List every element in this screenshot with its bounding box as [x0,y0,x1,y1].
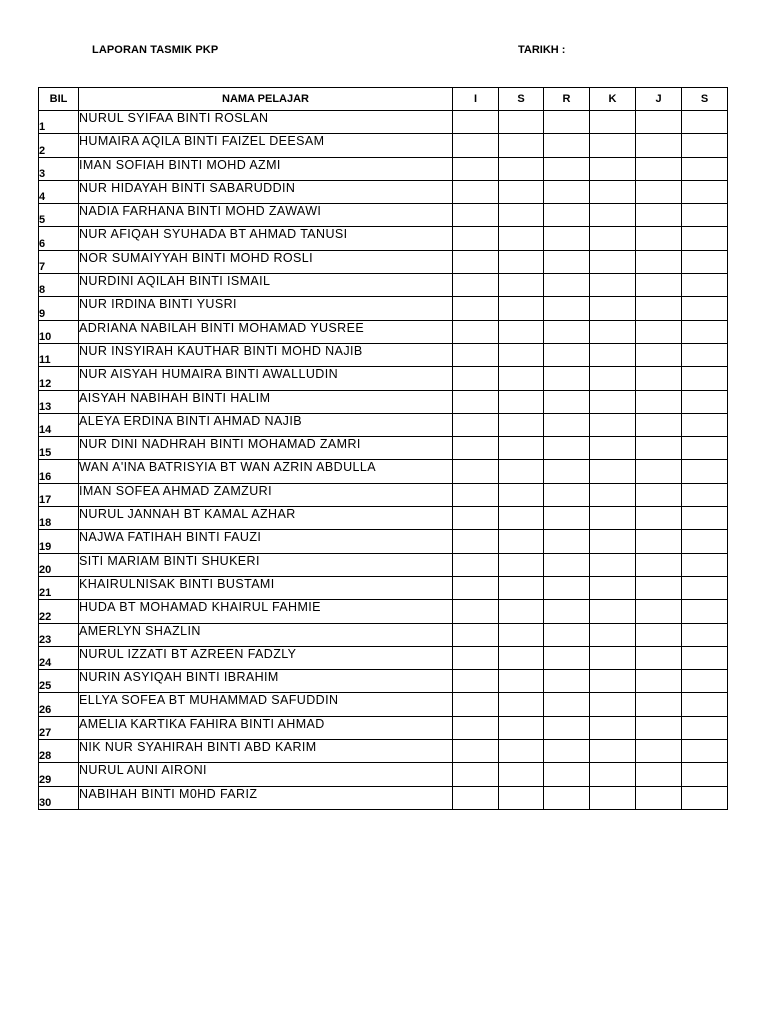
mark-cell-s-2 [682,530,728,553]
mark-cell-s [499,274,544,297]
mark-cell-r [544,786,590,809]
student-name: NUR HIDAYAH BINTI SABARUDDIN [79,180,453,203]
mark-cell-j [636,320,682,343]
mark-cell-i [453,530,499,553]
row-number: 24 [39,646,79,669]
row-number: 14 [39,413,79,436]
mark-cell-r [544,530,590,553]
mark-cell-r [544,740,590,763]
table-header-row [39,88,728,111]
mark-cell-i [453,670,499,693]
student-roster-table [38,87,728,810]
student-name: AMERLYN SHAZLIN [79,623,453,646]
mark-cell-i [453,786,499,809]
table-row [39,693,728,716]
mark-cell-r [544,623,590,646]
mark-cell-k [590,530,636,553]
mark-cell-i [453,693,499,716]
mark-cell-s [499,297,544,320]
mark-cell-s-2 [682,297,728,320]
mark-cell-r [544,763,590,786]
mark-cell-r [544,646,590,669]
table-row [39,320,728,343]
row-number: 19 [39,530,79,553]
student-name: ADRIANA NABILAH BINTI MOHAMAD YUSREE [79,320,453,343]
mark-cell-k [590,413,636,436]
mark-cell-i [453,413,499,436]
mark-cell-k [590,693,636,716]
mark-cell-r [544,367,590,390]
student-name: WAN A'INA BATRISYIA BT WAN AZRIN ABDULLA [79,460,453,483]
mark-cell-s [499,576,544,599]
mark-cell-i [453,250,499,273]
mark-cell-k [590,134,636,157]
mark-cell-s-2 [682,343,728,366]
mark-cell-s [499,623,544,646]
student-name: NABIHAH BINTI M0HD FARIZ [79,786,453,809]
mark-cell-j [636,111,682,134]
mark-cell-s [499,157,544,180]
mark-cell-s-2 [682,460,728,483]
student-name: NURIN ASYIQAH BINTI IBRAHIM [79,670,453,693]
mark-cell-s [499,530,544,553]
mark-cell-r [544,483,590,506]
table-row [39,786,728,809]
student-name: IMAN SOFEA AHMAD ZAMZURI [79,483,453,506]
mark-cell-s [499,343,544,366]
row-number: 21 [39,576,79,599]
student-name: NIK NUR SYAHIRAH BINTI ABD KARIM [79,740,453,763]
mark-cell-s-2 [682,576,728,599]
mark-cell-s-2 [682,250,728,273]
mark-cell-r [544,227,590,250]
mark-cell-r [544,413,590,436]
mark-cell-k [590,437,636,460]
row-number: 25 [39,670,79,693]
student-name: NUR AISYAH HUMAIRA BINTI AWALLUDIN [79,367,453,390]
mark-cell-i [453,460,499,483]
mark-cell-j [636,576,682,599]
mark-cell-s [499,646,544,669]
mark-cell-s [499,763,544,786]
mark-cell-j [636,507,682,530]
mark-cell-i [453,553,499,576]
mark-cell-s-2 [682,227,728,250]
mark-cell-j [636,204,682,227]
mark-cell-i [453,367,499,390]
mark-cell-r [544,576,590,599]
mark-cell-s-2 [682,157,728,180]
student-name: NUR IRDINA BINTI YUSRI [79,297,453,320]
mark-cell-s-2 [682,483,728,506]
column-header-nama-pelajar: NAMA PELAJAR [79,88,453,111]
table-row [39,250,728,273]
mark-cell-i [453,343,499,366]
mark-cell-s [499,437,544,460]
column-header-k: K [590,88,636,111]
mark-cell-s-2 [682,553,728,576]
table-row [39,111,728,134]
mark-cell-i [453,204,499,227]
mark-cell-j [636,693,682,716]
table-row [39,576,728,599]
row-number: 12 [39,367,79,390]
mark-cell-i [453,227,499,250]
mark-cell-s [499,204,544,227]
mark-cell-s-2 [682,111,728,134]
mark-cell-j [636,623,682,646]
row-number: 4 [39,180,79,203]
mark-cell-k [590,343,636,366]
mark-cell-s [499,320,544,343]
mark-cell-s [499,111,544,134]
row-number: 3 [39,157,79,180]
mark-cell-r [544,553,590,576]
table-row [39,413,728,436]
mark-cell-s [499,390,544,413]
mark-cell-j [636,157,682,180]
student-name: ELLYA SOFEA BT MUHAMMAD SAFUDDIN [79,693,453,716]
student-name: NUR AFIQAH SYUHADA BT AHMAD TANUSI [79,227,453,250]
mark-cell-k [590,390,636,413]
row-number: 30 [39,786,79,809]
mark-cell-j [636,786,682,809]
student-name: ALEYA ERDINA BINTI AHMAD NAJIB [79,413,453,436]
mark-cell-i [453,483,499,506]
student-name: AISYAH NABIHAH BINTI HALIM [79,390,453,413]
mark-cell-s [499,483,544,506]
table-row [39,390,728,413]
student-name: NURUL IZZATI BT AZREEN FADZLY [79,646,453,669]
row-number: 22 [39,600,79,623]
mark-cell-k [590,180,636,203]
mark-cell-j [636,250,682,273]
mark-cell-i [453,390,499,413]
mark-cell-s [499,670,544,693]
mark-cell-r [544,274,590,297]
mark-cell-k [590,716,636,739]
row-number: 29 [39,763,79,786]
table-row [39,763,728,786]
table-row [39,180,728,203]
mark-cell-i [453,180,499,203]
mark-cell-r [544,204,590,227]
mark-cell-r [544,320,590,343]
report-title: LAPORAN TASMIK PKP [92,44,219,56]
table-row [39,367,728,390]
mark-cell-j [636,437,682,460]
row-number: 5 [39,204,79,227]
mark-cell-i [453,274,499,297]
date-label: TARIKH : [518,44,566,56]
row-number: 18 [39,507,79,530]
mark-cell-r [544,460,590,483]
table-row [39,553,728,576]
mark-cell-j [636,483,682,506]
mark-cell-s [499,600,544,623]
mark-cell-s [499,786,544,809]
mark-cell-k [590,600,636,623]
mark-cell-s-2 [682,204,728,227]
table-row [39,740,728,763]
mark-cell-s [499,716,544,739]
table-row [39,716,728,739]
mark-cell-r [544,134,590,157]
row-number: 1 [39,111,79,134]
mark-cell-j [636,763,682,786]
row-number: 7 [39,250,79,273]
mark-cell-k [590,763,636,786]
table-row [39,274,728,297]
mark-cell-i [453,297,499,320]
table-row [39,670,728,693]
mark-cell-j [636,343,682,366]
mark-cell-s [499,413,544,436]
mark-cell-s-2 [682,600,728,623]
mark-cell-k [590,670,636,693]
mark-cell-i [453,600,499,623]
mark-cell-s [499,740,544,763]
student-name: SITI MARIAM BINTI SHUKERI [79,553,453,576]
table-row [39,204,728,227]
mark-cell-s-2 [682,320,728,343]
mark-cell-i [453,507,499,530]
mark-cell-k [590,786,636,809]
mark-cell-r [544,693,590,716]
mark-cell-s [499,553,544,576]
table-row [39,227,728,250]
table-row [39,623,728,646]
mark-cell-k [590,367,636,390]
column-header-bil: BIL [39,88,79,111]
row-number: 2 [39,134,79,157]
mark-cell-s [499,693,544,716]
mark-cell-i [453,320,499,343]
table-row [39,600,728,623]
mark-cell-j [636,367,682,390]
mark-cell-s-2 [682,180,728,203]
table-row [39,437,728,460]
mark-cell-j [636,180,682,203]
mark-cell-k [590,274,636,297]
mark-cell-k [590,576,636,599]
mark-cell-r [544,157,590,180]
table-row [39,297,728,320]
mark-cell-s-2 [682,786,728,809]
row-number: 13 [39,390,79,413]
row-number: 16 [39,460,79,483]
student-name: NURDINI AQILAH BINTI ISMAIL [79,274,453,297]
student-name: AMELIA KARTIKA FAHIRA BINTI AHMAD [79,716,453,739]
mark-cell-r [544,390,590,413]
mark-cell-k [590,204,636,227]
student-name: IMAN SOFIAH BINTI MOHD AZMI [79,157,453,180]
column-header-s: S [499,88,544,111]
mark-cell-i [453,740,499,763]
mark-cell-j [636,716,682,739]
mark-cell-s-2 [682,763,728,786]
mark-cell-r [544,716,590,739]
column-header-s-2: S [682,88,728,111]
mark-cell-k [590,297,636,320]
mark-cell-j [636,670,682,693]
mark-cell-i [453,134,499,157]
mark-cell-s-2 [682,716,728,739]
row-number: 10 [39,320,79,343]
mark-cell-s [499,250,544,273]
mark-cell-j [636,460,682,483]
student-name: NURUL AUNI AIRONI [79,763,453,786]
mark-cell-i [453,576,499,599]
row-number: 11 [39,343,79,366]
mark-cell-r [544,670,590,693]
mark-cell-j [636,530,682,553]
mark-cell-s [499,227,544,250]
mark-cell-j [636,646,682,669]
row-number: 8 [39,274,79,297]
mark-cell-k [590,553,636,576]
mark-cell-s-2 [682,646,728,669]
student-name: NUR DINI NADHRAH BINTI MOHAMAD ZAMRI [79,437,453,460]
row-number: 6 [39,227,79,250]
mark-cell-r [544,180,590,203]
mark-cell-k [590,111,636,134]
mark-cell-k [590,507,636,530]
student-name: HUDA BT MOHAMAD KHAIRUL FAHMIE [79,600,453,623]
table-row [39,460,728,483]
mark-cell-k [590,646,636,669]
mark-cell-i [453,111,499,134]
mark-cell-j [636,600,682,623]
mark-cell-r [544,507,590,530]
mark-cell-k [590,250,636,273]
mark-cell-i [453,646,499,669]
table-row [39,157,728,180]
mark-cell-s-2 [682,274,728,297]
mark-cell-s-2 [682,367,728,390]
mark-cell-s-2 [682,413,728,436]
row-number: 17 [39,483,79,506]
mark-cell-r [544,250,590,273]
student-name: NUR INSYIRAH KAUTHAR BINTI MOHD NAJIB [79,343,453,366]
row-number: 20 [39,553,79,576]
mark-cell-r [544,297,590,320]
student-name: NAJWA FATIHAH BINTI FAUZI [79,530,453,553]
row-number: 15 [39,437,79,460]
mark-cell-k [590,623,636,646]
row-number: 27 [39,716,79,739]
table-row [39,646,728,669]
table-row [39,507,728,530]
mark-cell-j [636,274,682,297]
table-row [39,530,728,553]
mark-cell-s [499,507,544,530]
column-header-r: R [544,88,590,111]
mark-cell-k [590,483,636,506]
mark-cell-k [590,460,636,483]
mark-cell-j [636,390,682,413]
mark-cell-s [499,180,544,203]
table-row [39,483,728,506]
row-number: 28 [39,740,79,763]
mark-cell-r [544,111,590,134]
student-name: KHAIRULNISAK BINTI BUSTAMI [79,576,453,599]
mark-cell-s-2 [682,134,728,157]
mark-cell-i [453,763,499,786]
mark-cell-s-2 [682,670,728,693]
mark-cell-r [544,600,590,623]
mark-cell-k [590,320,636,343]
mark-cell-s-2 [682,693,728,716]
mark-cell-j [636,413,682,436]
student-name: NURUL JANNAH BT KAMAL AZHAR [79,507,453,530]
mark-cell-i [453,716,499,739]
table-row [39,134,728,157]
mark-cell-k [590,157,636,180]
student-name: NOR SUMAIYYAH BINTI MOHD ROSLI [79,250,453,273]
mark-cell-s-2 [682,437,728,460]
mark-cell-s-2 [682,623,728,646]
row-number: 26 [39,693,79,716]
mark-cell-j [636,553,682,576]
mark-cell-r [544,343,590,366]
mark-cell-s-2 [682,740,728,763]
mark-cell-k [590,740,636,763]
mark-cell-j [636,297,682,320]
mark-cell-j [636,227,682,250]
mark-cell-r [544,437,590,460]
table-body [39,111,728,810]
mark-cell-s-2 [682,507,728,530]
row-number: 23 [39,623,79,646]
mark-cell-j [636,134,682,157]
column-header-i: I [453,88,499,111]
table-row [39,343,728,366]
mark-cell-j [636,740,682,763]
mark-cell-s-2 [682,390,728,413]
mark-cell-s [499,460,544,483]
student-name: HUMAIRA AQILA BINTI FAIZEL DEESAM [79,134,453,157]
row-number: 9 [39,297,79,320]
mark-cell-i [453,157,499,180]
column-header-j: J [636,88,682,111]
mark-cell-s [499,367,544,390]
mark-cell-i [453,437,499,460]
mark-cell-i [453,623,499,646]
mark-cell-k [590,227,636,250]
student-name: NADIA FARHANA BINTI MOHD ZAWAWI [79,204,453,227]
mark-cell-s [499,134,544,157]
student-name: NURUL SYIFAA BINTI ROSLAN [79,111,453,134]
